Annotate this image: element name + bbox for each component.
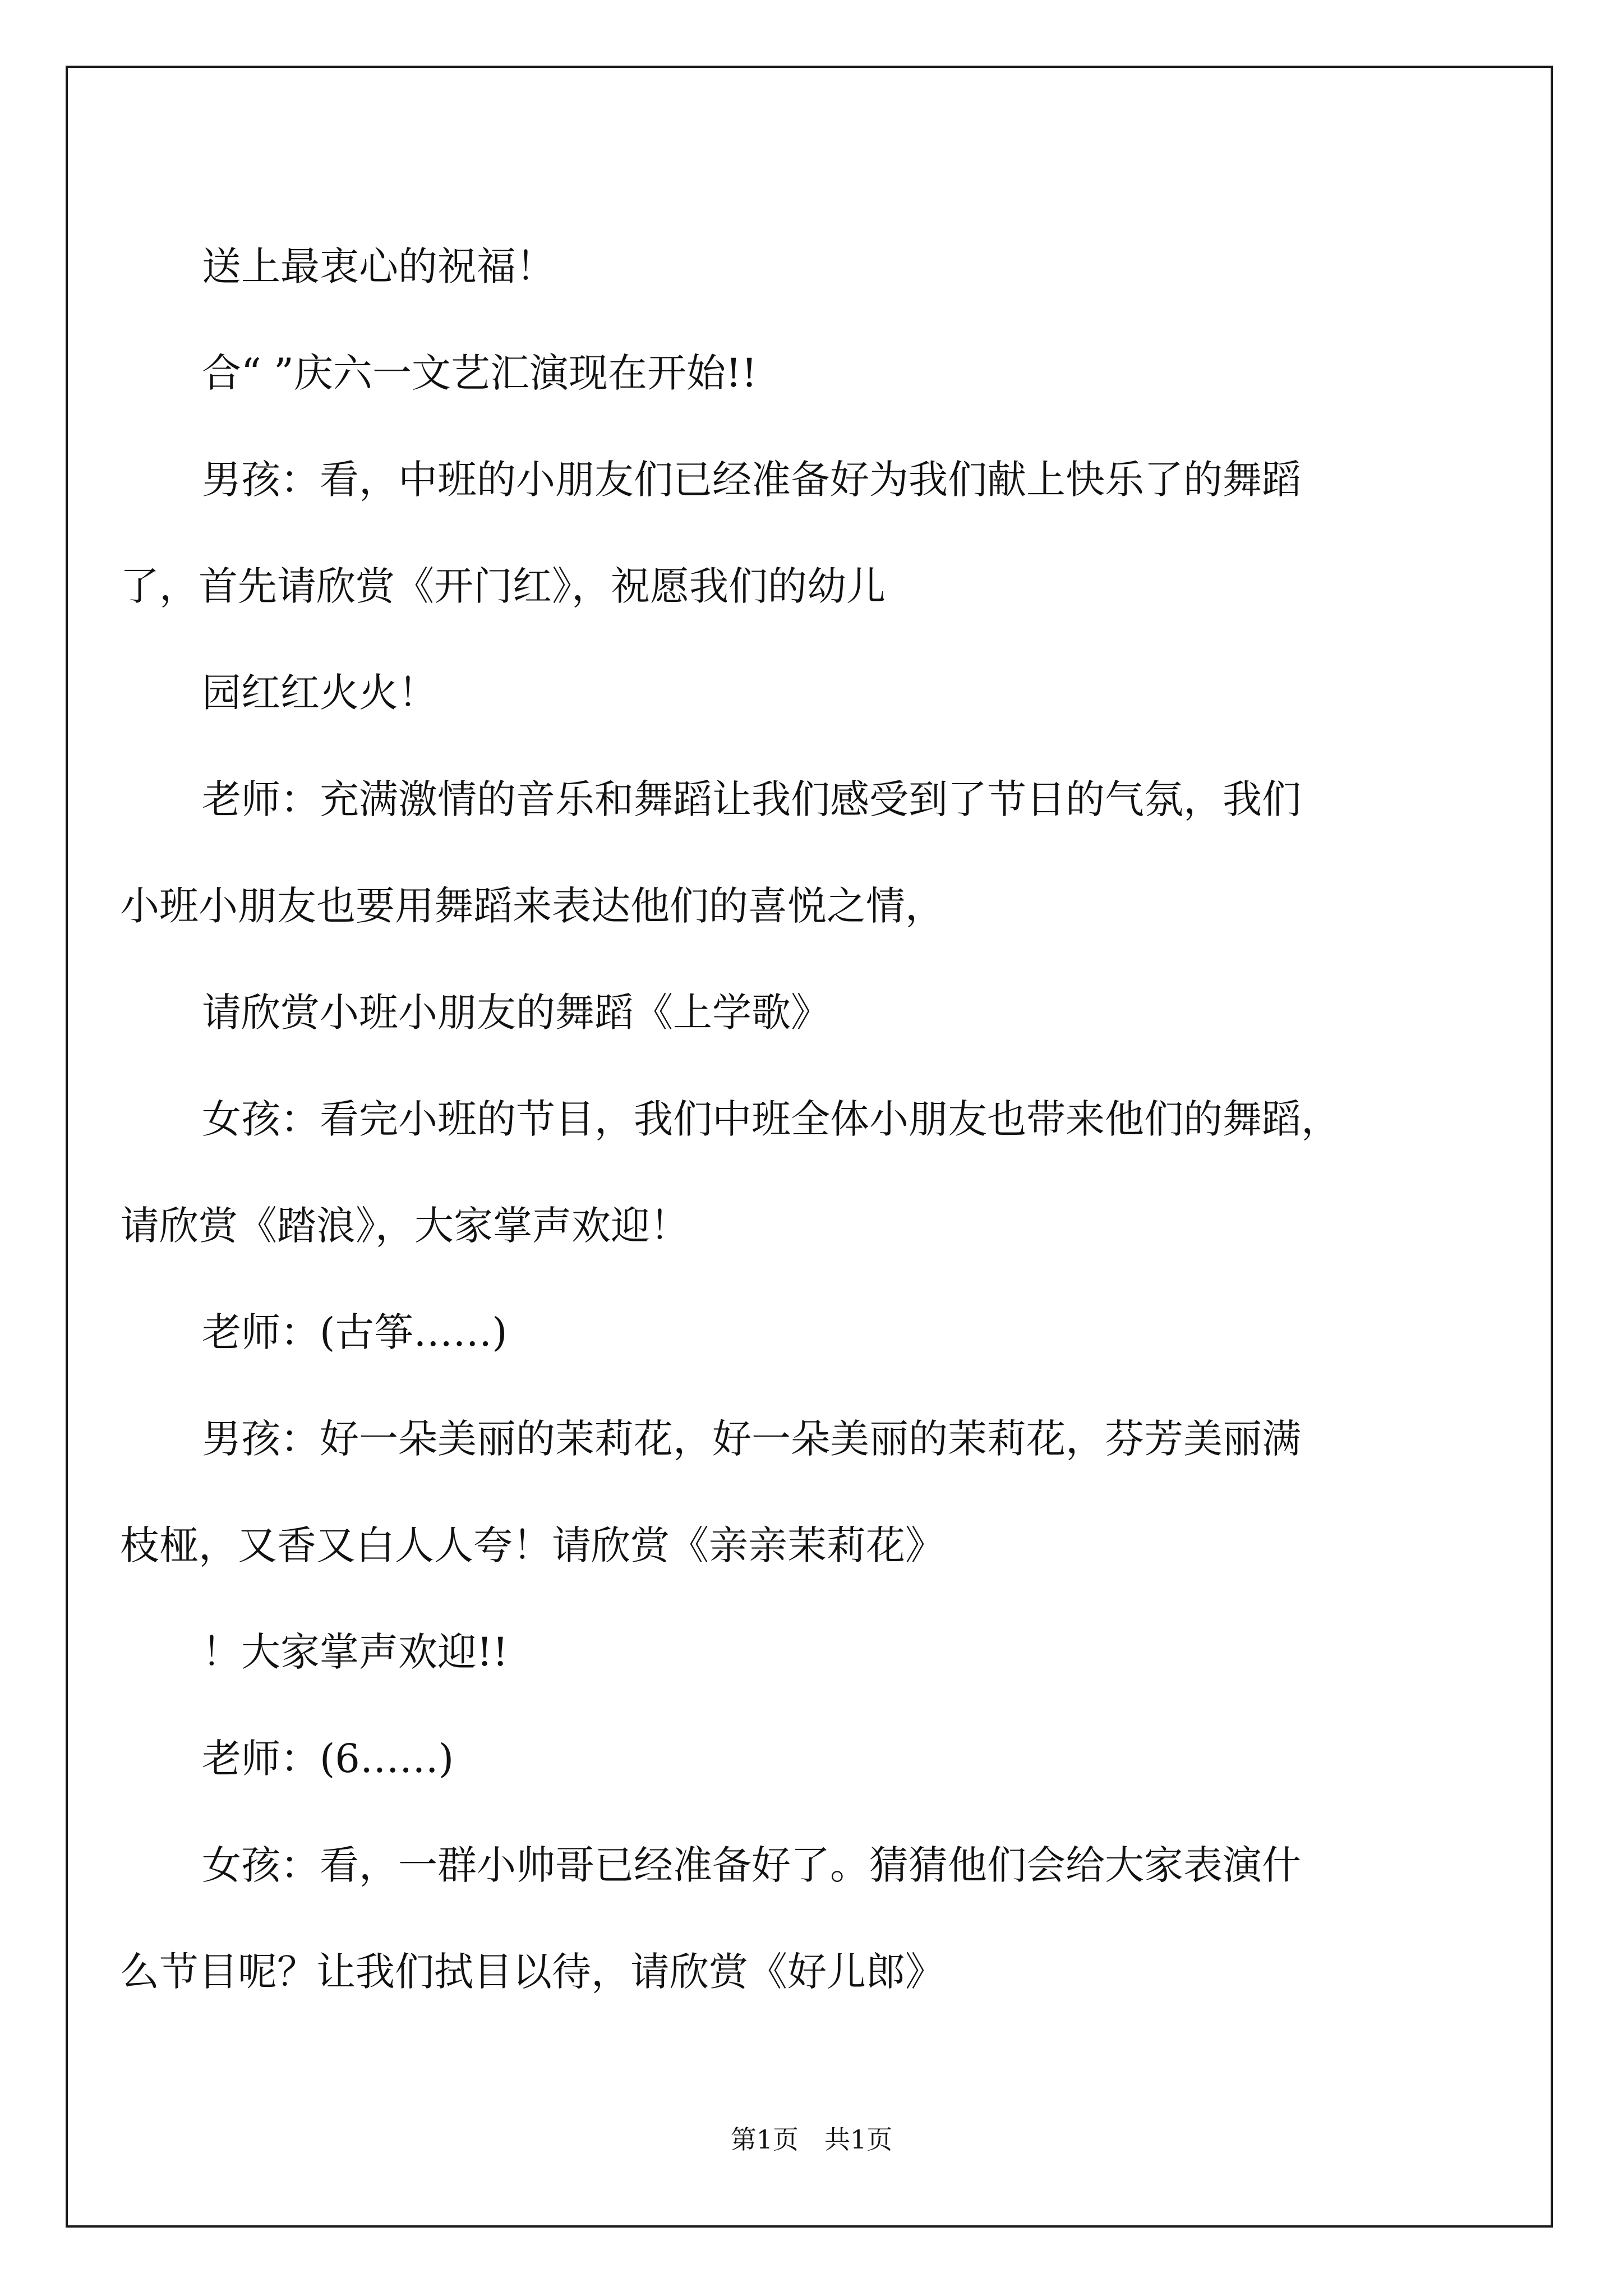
paragraph: 请欣赏小班小朋友的舞蹈《上学歌》 xyxy=(202,990,830,1036)
paragraph: 老师：(6……) xyxy=(202,1736,454,1782)
paragraph: 送上最衷心的祝福！ xyxy=(202,243,555,289)
paragraph: 男孩：看，中班的小朋友们已经准备好为我们献上快乐了的舞蹈 xyxy=(202,457,1301,503)
paragraph: 老师：(古筝……) xyxy=(202,1309,508,1355)
paragraph-continuation: 么节目呢？让我们拭目以待，请欣赏《好儿郎》 xyxy=(120,1949,944,1995)
paragraph: 男孩：好一朵美丽的茉莉花，好一朵美丽的茉莉花，芬芳美丽满 xyxy=(202,1416,1301,1462)
paragraph: ！大家掌声欢迎!! xyxy=(202,1629,509,1675)
paragraph-continuation: 了，首先请欣赏《开门红》，祝愿我们的幼儿 xyxy=(120,563,886,609)
document-body xyxy=(120,213,1486,2025)
paragraph: 老师：充满激情的音乐和舞蹈让我们感受到了节日的气氛，我们 xyxy=(202,776,1301,822)
paragraph: 女孩：看完小班的节目，我们中班全体小朋友也带来他们的舞蹈， xyxy=(202,1096,1340,1142)
paragraph-continuation: 小班小朋友也要用舞蹈来表达他们的喜悦之情， xyxy=(120,883,944,929)
page-number-footer: 第1页 共1页 xyxy=(730,2124,893,2155)
paragraph-continuation: 请欣赏《踏浪》，大家掌声欢迎！ xyxy=(120,1203,689,1249)
paragraph: 园红红火火！ xyxy=(202,670,437,716)
paragraph: 女孩：看，一群小帅哥已经准备好了。猜猜他们会给大家表演什 xyxy=(202,1842,1301,1888)
paragraph-continuation: 枝桠，又香又白人人夸！请欣赏《亲亲茉莉花》 xyxy=(120,1522,944,1568)
paragraph: 合“ ”庆六一文艺汇演现在开始!! xyxy=(202,350,758,396)
